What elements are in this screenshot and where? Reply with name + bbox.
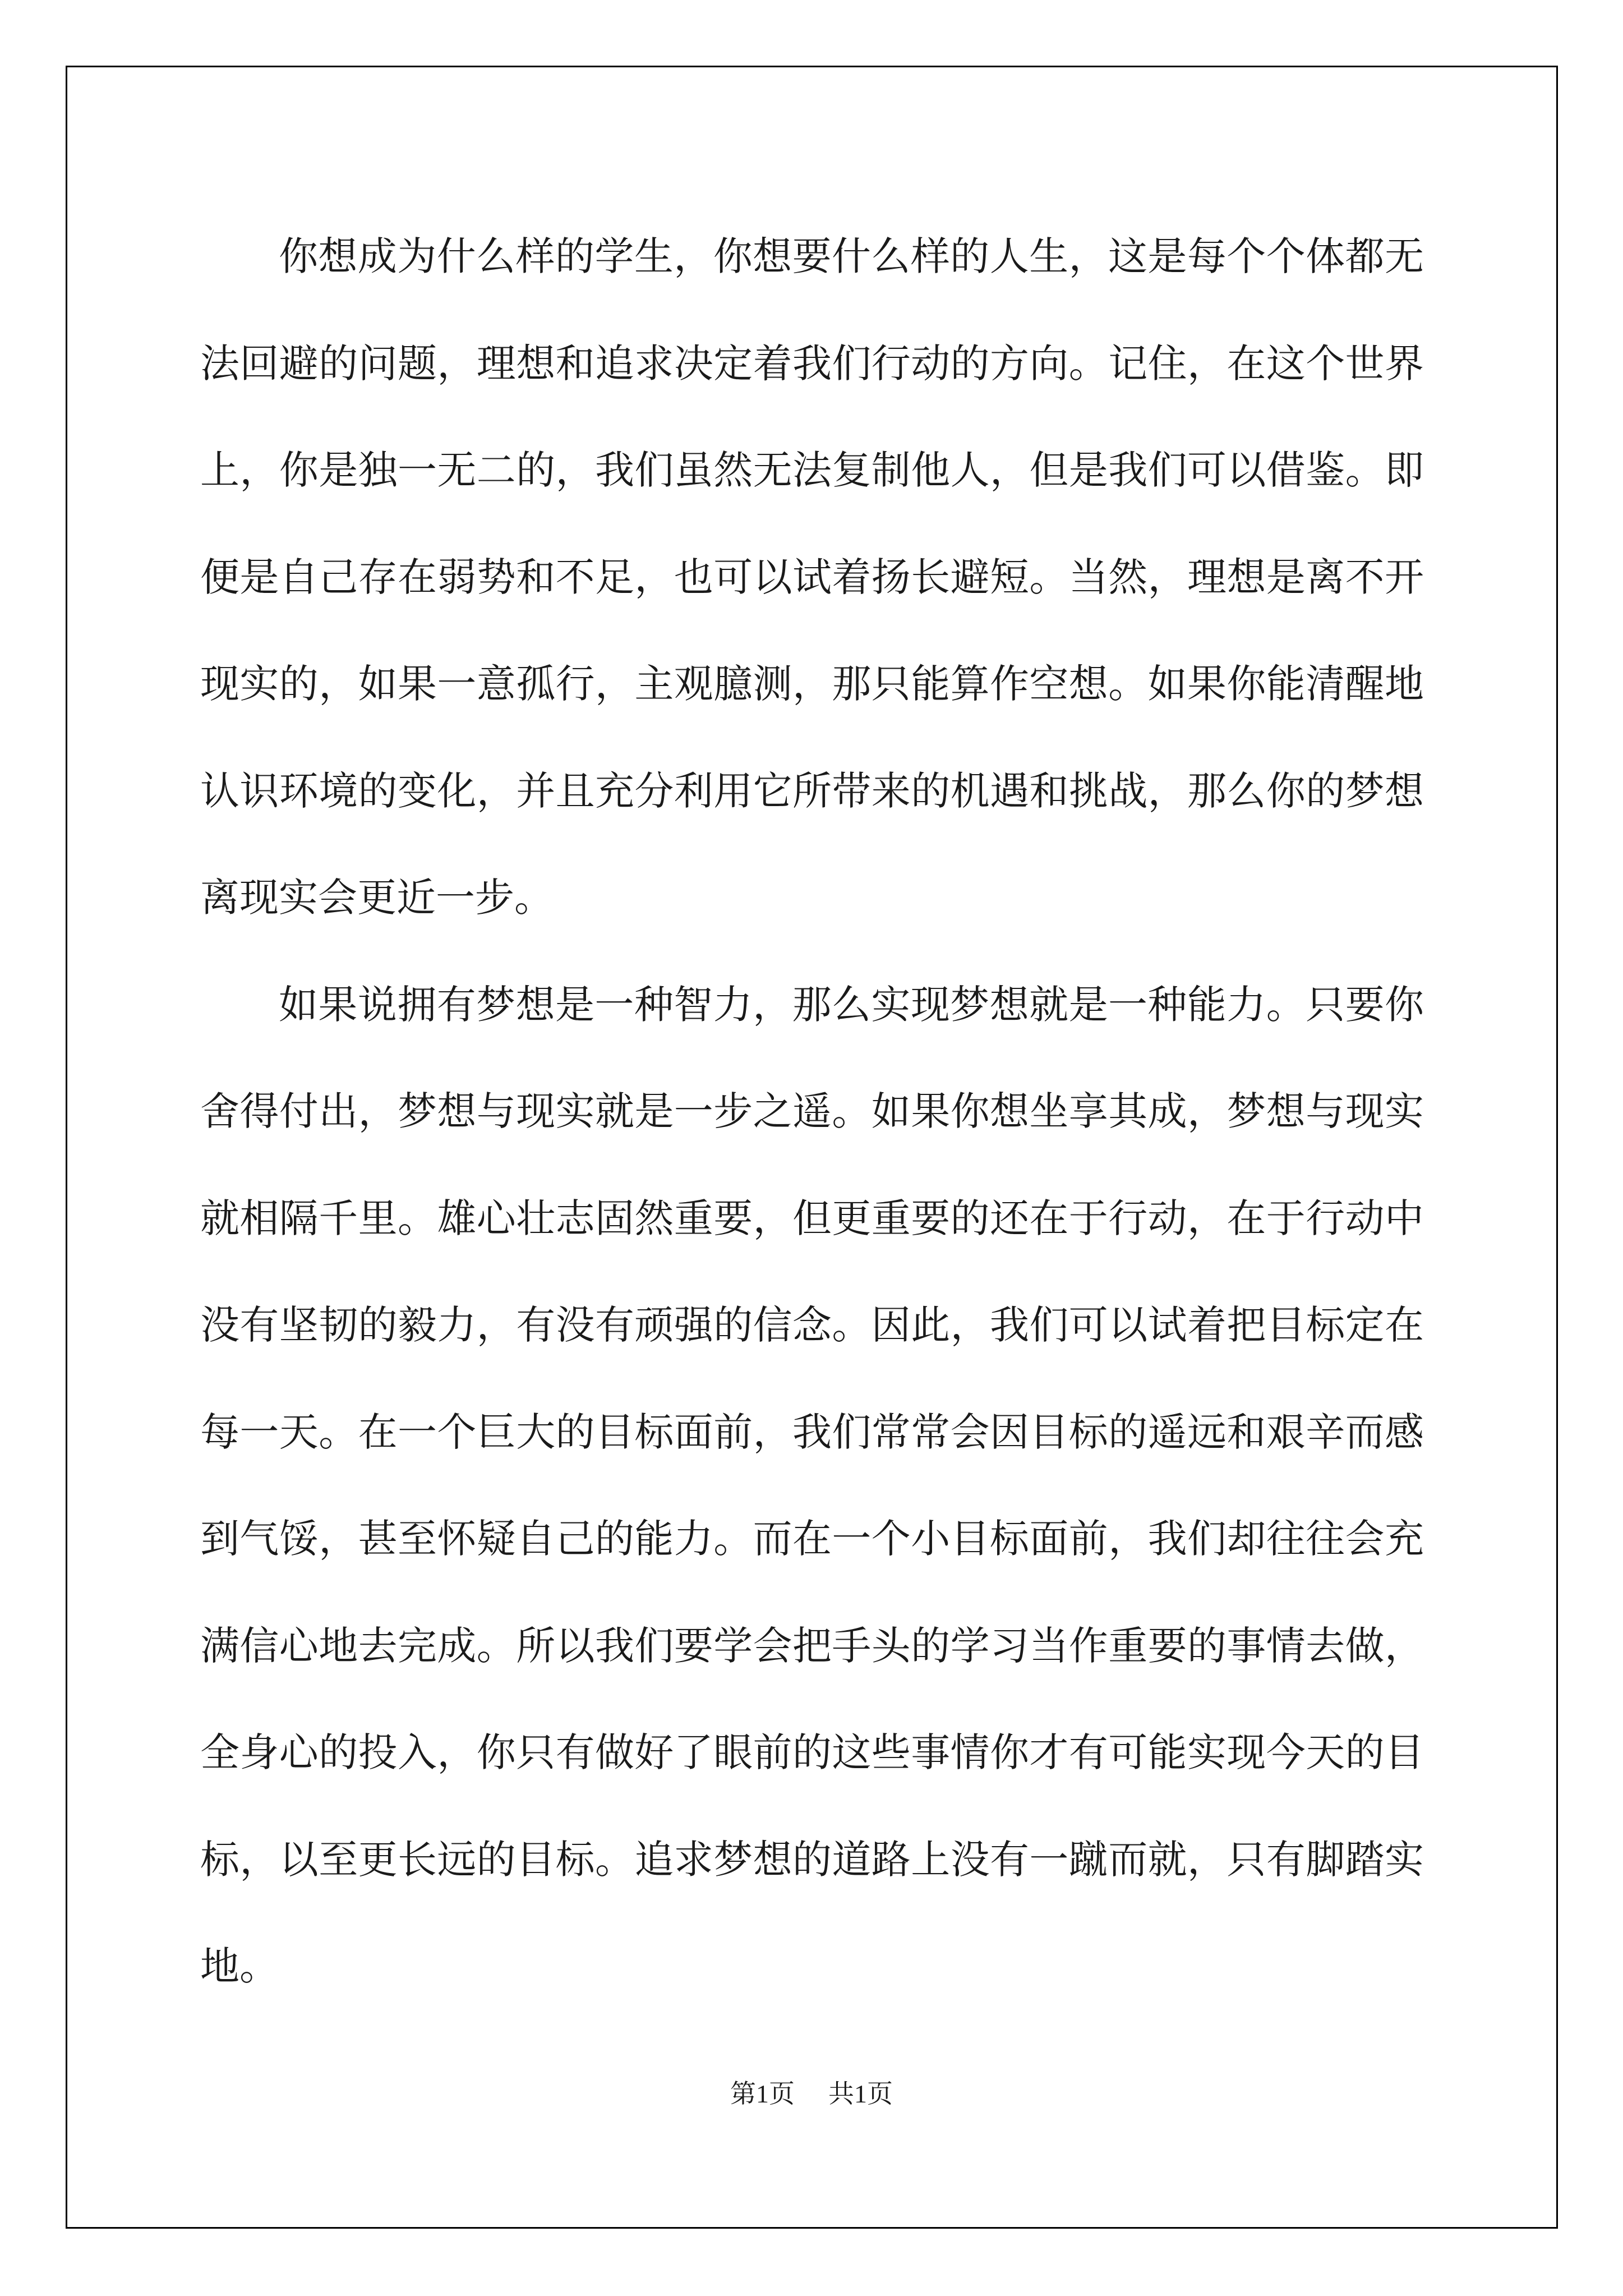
paragraph-1: 你想成为什么样的学生，你想要什么样的人生，这是每个个体都无法回避的问题，理想和追求决定着我们行动的方向。记住，在这个世界上，你是独一无二的，我们虽然无法复制他人，但是我们可以借鉴。即便是自己存在弱势和不足，也可以试着扬长避短。当然，理想是离不开现实的，如果一意孤行，主观臆测，那只能算作空想。如果你能清醒地认识环境的变化，并且充分利用它所带来的机遇和挑战，那么你的梦想离现实会更近一步。 (200, 233, 1424, 921)
page-footer (0, 2077, 1623, 2111)
total-pages: 共1页 (828, 2079, 893, 2108)
document-body (200, 203, 1424, 2020)
paragraph-2: 如果说拥有梦想是一种智力，那么实现梦想就是一种能力。只要你舍得付出，梦想与现实就是一步之遥。如果你想坐享其成，梦想与现实就相隔千里。雄心壮志固然重要，但更重要的还在于行动，在于行动中没有坚韧的毅力，有没有顽强的信念。因此，我们可以试着把目标定在每一天。在一个巨大的目标面前，我们常常会因目标的遥远和艰辛而感到气馁，甚至怀疑自己的能力。而在一个小目标面前，我们却往往会充满信心地去完成。所以我们要学会把手头的学习当作重要的事情去做，全身心的投入，你只有做好了眼前的这些事情你才有可能实现今天的目标，以至更长远的目标。追求梦想的道路上没有一蹴而就，只有脚踏实地。 (200, 981, 1424, 1989)
page-number: 第1页 (730, 2079, 795, 2108)
